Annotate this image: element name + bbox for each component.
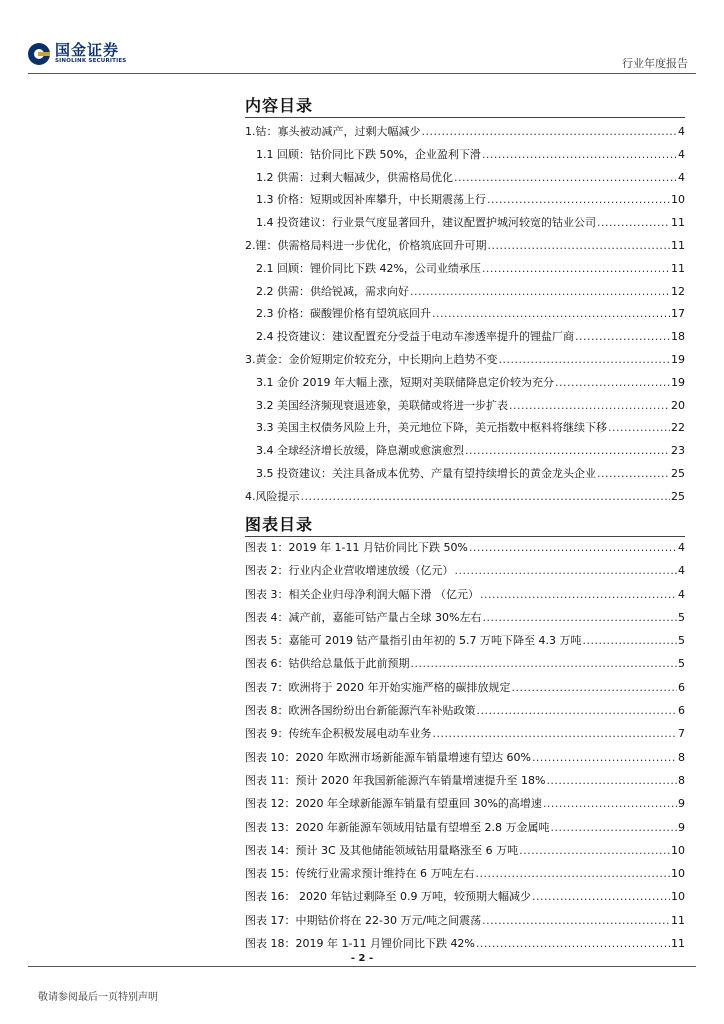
leader-dots: [455, 559, 678, 582]
figure-entry[interactable]: [245, 746, 685, 769]
leader-dots: [597, 463, 670, 486]
logo-chinese-name: 国金证券: [55, 41, 120, 59]
contents-entry-title[interactable]: 3.3 美国主权债务风险上升，美元地位下降，美元指数中枢料将继续下移: [256, 421, 607, 435]
figure-entry-page[interactable]: 8: [678, 773, 685, 787]
figure-entry-title[interactable]: 图表 5：嘉能可 2019 钴产量指引由年初的 5.7 万吨下降至 4.3 万吨: [245, 634, 582, 648]
leader-dots: [532, 885, 670, 908]
report-type-label: 行业年度报告: [622, 57, 688, 70]
leader-dots: [499, 349, 671, 372]
figure-entry[interactable]: [245, 885, 685, 908]
contents-entry-title[interactable]: 3.2 美国经济频现衰退迹象，美联储或将进一步扩表: [256, 398, 508, 412]
contents-entry[interactable]: [245, 417, 685, 440]
leader-dots: [469, 536, 677, 559]
contents-entry-title[interactable]: 2.4 投资建议：建议配置充分受益于电动车渗透率提升的锂盐厂商: [256, 330, 574, 344]
leader-dots: [488, 235, 671, 258]
contents-entry[interactable]: [245, 212, 685, 235]
contents-entry-page[interactable]: 23: [671, 444, 685, 458]
contents-entry[interactable]: [245, 303, 685, 326]
contents-entry-page[interactable]: 4: [678, 147, 685, 161]
contents-entry[interactable]: [245, 144, 685, 167]
leader-dots: [511, 676, 677, 699]
page-number-text: - 2 -: [345, 953, 379, 964]
figure-entry[interactable]: [245, 792, 685, 815]
leader-dots: [608, 417, 670, 440]
leader-dots: [482, 909, 670, 932]
figure-entry-page[interactable]: 4: [678, 564, 685, 578]
contents-entry-page[interactable]: 4: [678, 170, 685, 184]
leader-dots: [480, 583, 677, 606]
figure-entry[interactable]: [245, 722, 685, 745]
leader-dots: [482, 258, 670, 281]
contents-title: 内容目录: [245, 96, 314, 115]
figure-entry-title[interactable]: 图表 10：2020 年欧洲市场新能源车销量增速有望达 60%: [245, 750, 531, 764]
contents-entry-title[interactable]: 1.1 回顾：钴价同比下跌 50%，企业盈利下滑: [256, 147, 481, 161]
leader-dots: [555, 372, 670, 395]
leader-dots: [465, 440, 670, 463]
contents-entry[interactable]: [245, 167, 685, 190]
contents-entry[interactable]: [245, 326, 685, 349]
leader-dots: [532, 746, 677, 769]
page-number: [0, 953, 724, 964]
figure-entry[interactable]: [245, 559, 685, 582]
figure-entry-title[interactable]: 图表 16： 2020 年钴过剩降至 0.9 万吨，较预期大幅减少: [245, 890, 531, 904]
contents-entry[interactable]: [245, 121, 685, 144]
figure-entry-title[interactable]: 图表 17：中期钴价将在 22-30 万元/吨之间震荡: [245, 913, 482, 927]
figure-entry[interactable]: [245, 909, 685, 932]
contents-entry-title[interactable]: 4.风险提示: [245, 489, 300, 503]
leader-dots: [482, 606, 677, 629]
contents-entry-page[interactable]: 17: [671, 307, 685, 321]
contents-entry-title[interactable]: 3.1 金价 2019 年大幅上涨，短期对美联储降息定价较为充分: [256, 375, 554, 389]
leader-dots: [519, 839, 670, 862]
contents-entry-title[interactable]: 1.钴：寡头被动减产，过剩大幅减少: [245, 125, 421, 138]
figure-entry-page[interactable]: 6: [678, 704, 685, 718]
figure-entry[interactable]: [245, 816, 685, 839]
figure-entry-title[interactable]: 图表 8：欧洲各国纷纷出台新能源汽车补贴政策: [245, 704, 476, 718]
contents-entry-page[interactable]: 4: [678, 125, 685, 138]
contents-entry[interactable]: [245, 281, 685, 304]
figure-entry[interactable]: [245, 699, 685, 722]
contents-entry-page[interactable]: 11: [671, 216, 685, 230]
leader-dots: [477, 699, 678, 722]
contents-entry[interactable]: [245, 486, 685, 509]
figure-entry[interactable]: [245, 629, 685, 652]
contents-entry-page[interactable]: 19: [671, 375, 685, 389]
figure-entry-title[interactable]: 图表 12：2020 年全球新能源车销量有望重回 30%的高增速: [245, 797, 542, 811]
leader-dots: [410, 281, 670, 304]
contents-entry-title[interactable]: 2.3 价格：碳酸锂价格有望筑底回升: [256, 307, 431, 321]
contents-entry[interactable]: [245, 235, 685, 258]
contents-entry-page[interactable]: 10: [671, 193, 685, 207]
contents-entry-title[interactable]: 3.5 投资建议：关注具备成本优势、产量有望持续增长的黄金龙头企业: [256, 466, 596, 480]
page-header: [0, 0, 724, 80]
contents-entry-page[interactable]: 22: [671, 421, 685, 435]
figure-entry[interactable]: [245, 676, 685, 699]
contents-entry[interactable]: [245, 372, 685, 395]
contents-entry[interactable]: [245, 189, 685, 212]
figure-entry[interactable]: [245, 536, 685, 559]
leader-dots: [411, 652, 678, 675]
contents-entry[interactable]: [245, 440, 685, 463]
figure-entry-page[interactable]: 11: [671, 913, 685, 927]
contents-entry-title[interactable]: 2.锂：供需格局料进一步优化，价格筑底回升可期: [245, 238, 487, 252]
contents-entry-title[interactable]: 2.2 供需：供给锐减，需求向好: [256, 284, 409, 298]
leader-dots: [543, 792, 677, 815]
figure-entry-title[interactable]: 图表 13：2020 年新能源车领域用钴量有望增至 2.8 万金属吨: [245, 820, 550, 834]
leader-dots: [301, 486, 671, 509]
leader-dots: [575, 326, 670, 349]
header-divider: [28, 73, 696, 74]
figure-entry-title[interactable]: 图表 1：2019 年 1-11 月钴价同比下跌 50%: [245, 541, 468, 554]
contents-entry-page[interactable]: 11: [671, 261, 685, 275]
contents-entry-page[interactable]: 12: [671, 284, 685, 298]
leader-dots: [550, 816, 677, 839]
figure-entry-page[interactable]: 9: [678, 820, 685, 834]
leader-dots: [509, 395, 670, 418]
company-logo: [28, 42, 126, 65]
figure-entry-title[interactable]: 图表 6：钴供给总量低于此前预期: [245, 657, 410, 671]
figure-entry-page[interactable]: 10: [671, 867, 685, 881]
leader-dots: [476, 932, 670, 955]
logo-text: [55, 42, 126, 65]
figure-entry-page[interactable]: 8: [678, 750, 685, 764]
contents-entry-title[interactable]: 3.黄金：金价短期定价较充分，中长期向上趋势不变: [245, 352, 498, 366]
figure-entry-page[interactable]: 5: [678, 610, 685, 624]
contents-entry-title[interactable]: 2.1 回顾：锂价同比下跌 42%，公司业绩承压: [256, 261, 481, 275]
figure-entry-page[interactable]: 7: [678, 727, 685, 741]
contents-entry-title[interactable]: 3.4 全球经济增长放缓，降息潮或愈演愈烈: [256, 444, 464, 458]
figure-entry-title[interactable]: 图表 4：减产前，嘉能可钴产量占全球 30%左右: [245, 610, 482, 624]
leader-dots: [433, 722, 678, 745]
contents-entry-page[interactable]: 25: [671, 466, 685, 480]
contents-entry[interactable]: [245, 395, 685, 418]
figure-entry-page[interactable]: 4: [678, 541, 685, 554]
leader-dots: [546, 769, 677, 792]
figure-entry[interactable]: [245, 839, 685, 862]
figure-entry-page[interactable]: 10: [671, 890, 685, 904]
contents-entry-page[interactable]: 11: [671, 238, 685, 252]
figure-entry-title[interactable]: 图表 14：预计 3C 及其他储能领域钴用量略涨至 6 万吨: [245, 843, 519, 857]
contents-title-divider: [245, 117, 685, 118]
contents-entry-title[interactable]: 1.2 供需：过剩大幅减少，供需格局优化: [256, 170, 453, 184]
figure-entry-title[interactable]: 图表 7：欧洲将于 2020 年开始实施严格的碳排放规定: [245, 680, 511, 694]
contents-list: [245, 121, 685, 509]
figure-entry-title[interactable]: 图表 15：传统行业需求预计维持在 6 万吨左右: [245, 867, 475, 881]
logo-english-name: SINOLINK SECURITIES: [55, 58, 127, 64]
figure-entry[interactable]: [245, 932, 685, 955]
figure-entry-title[interactable]: 图表 3：相关企业归母净利润大幅下滑 （亿元）: [245, 587, 479, 601]
figure-entry-page[interactable]: 6: [678, 680, 685, 694]
figure-entry[interactable]: [245, 769, 685, 792]
disclaimer-text: 敬请参阅最后一页特别声明: [38, 992, 158, 1003]
figure-entry-title[interactable]: 图表 2：行业内企业营收增速放缓（亿元）: [245, 564, 454, 578]
figure-entry-title[interactable]: 图表 18：2019 年 1-11 月锂价同比下跌 42%: [245, 937, 475, 951]
figure-entry-title[interactable]: 图表 11：预计 2020 年我国新能源汽车销量增速提升至 18%: [245, 773, 546, 787]
figure-entry-page[interactable]: 5: [678, 657, 685, 671]
figure-entry[interactable]: [245, 862, 685, 885]
leader-dots: [597, 212, 670, 235]
contents-entry-title[interactable]: 1.3 价格：短期或因补库攀升，中长期震荡上行: [256, 193, 486, 207]
contents-entry[interactable]: [245, 258, 685, 281]
figures-title: 图表目录: [245, 515, 314, 534]
contents-entry-title[interactable]: 1.4 投资建议：行业景气度显著回升，建议配置护城河较宽的钴业公司: [256, 216, 596, 230]
leader-dots: [432, 303, 670, 326]
leader-dots: [422, 121, 678, 144]
contents-entry-page[interactable]: 19: [671, 352, 685, 366]
leader-dots: [475, 862, 670, 885]
contents-entry[interactable]: [245, 349, 685, 372]
leader-dots: [482, 144, 677, 167]
figure-entry[interactable]: [245, 606, 685, 629]
contents-entry-page[interactable]: 18: [671, 330, 685, 344]
contents-entry-page[interactable]: 20: [671, 398, 685, 412]
figures-list: [245, 536, 685, 955]
figure-entry-page[interactable]: 9: [678, 797, 685, 811]
contents-entry[interactable]: [245, 463, 685, 486]
figure-entry-page[interactable]: 11: [671, 937, 685, 951]
contents-entry-page[interactable]: 25: [671, 489, 685, 503]
leader-dots: [582, 629, 677, 652]
footer-divider: [28, 966, 696, 967]
figure-entry-page[interactable]: 4: [678, 587, 685, 601]
figure-entry-page[interactable]: 5: [678, 634, 685, 648]
figure-entry-page[interactable]: 10: [671, 843, 685, 857]
leader-dots: [487, 189, 670, 212]
figure-entry-title[interactable]: 图表 9：传统车企积极发展电动车业务: [245, 727, 432, 741]
figure-entry[interactable]: [245, 652, 685, 675]
logo-mark-icon: [28, 43, 50, 65]
leader-dots: [454, 167, 677, 190]
figure-entry[interactable]: [245, 583, 685, 606]
